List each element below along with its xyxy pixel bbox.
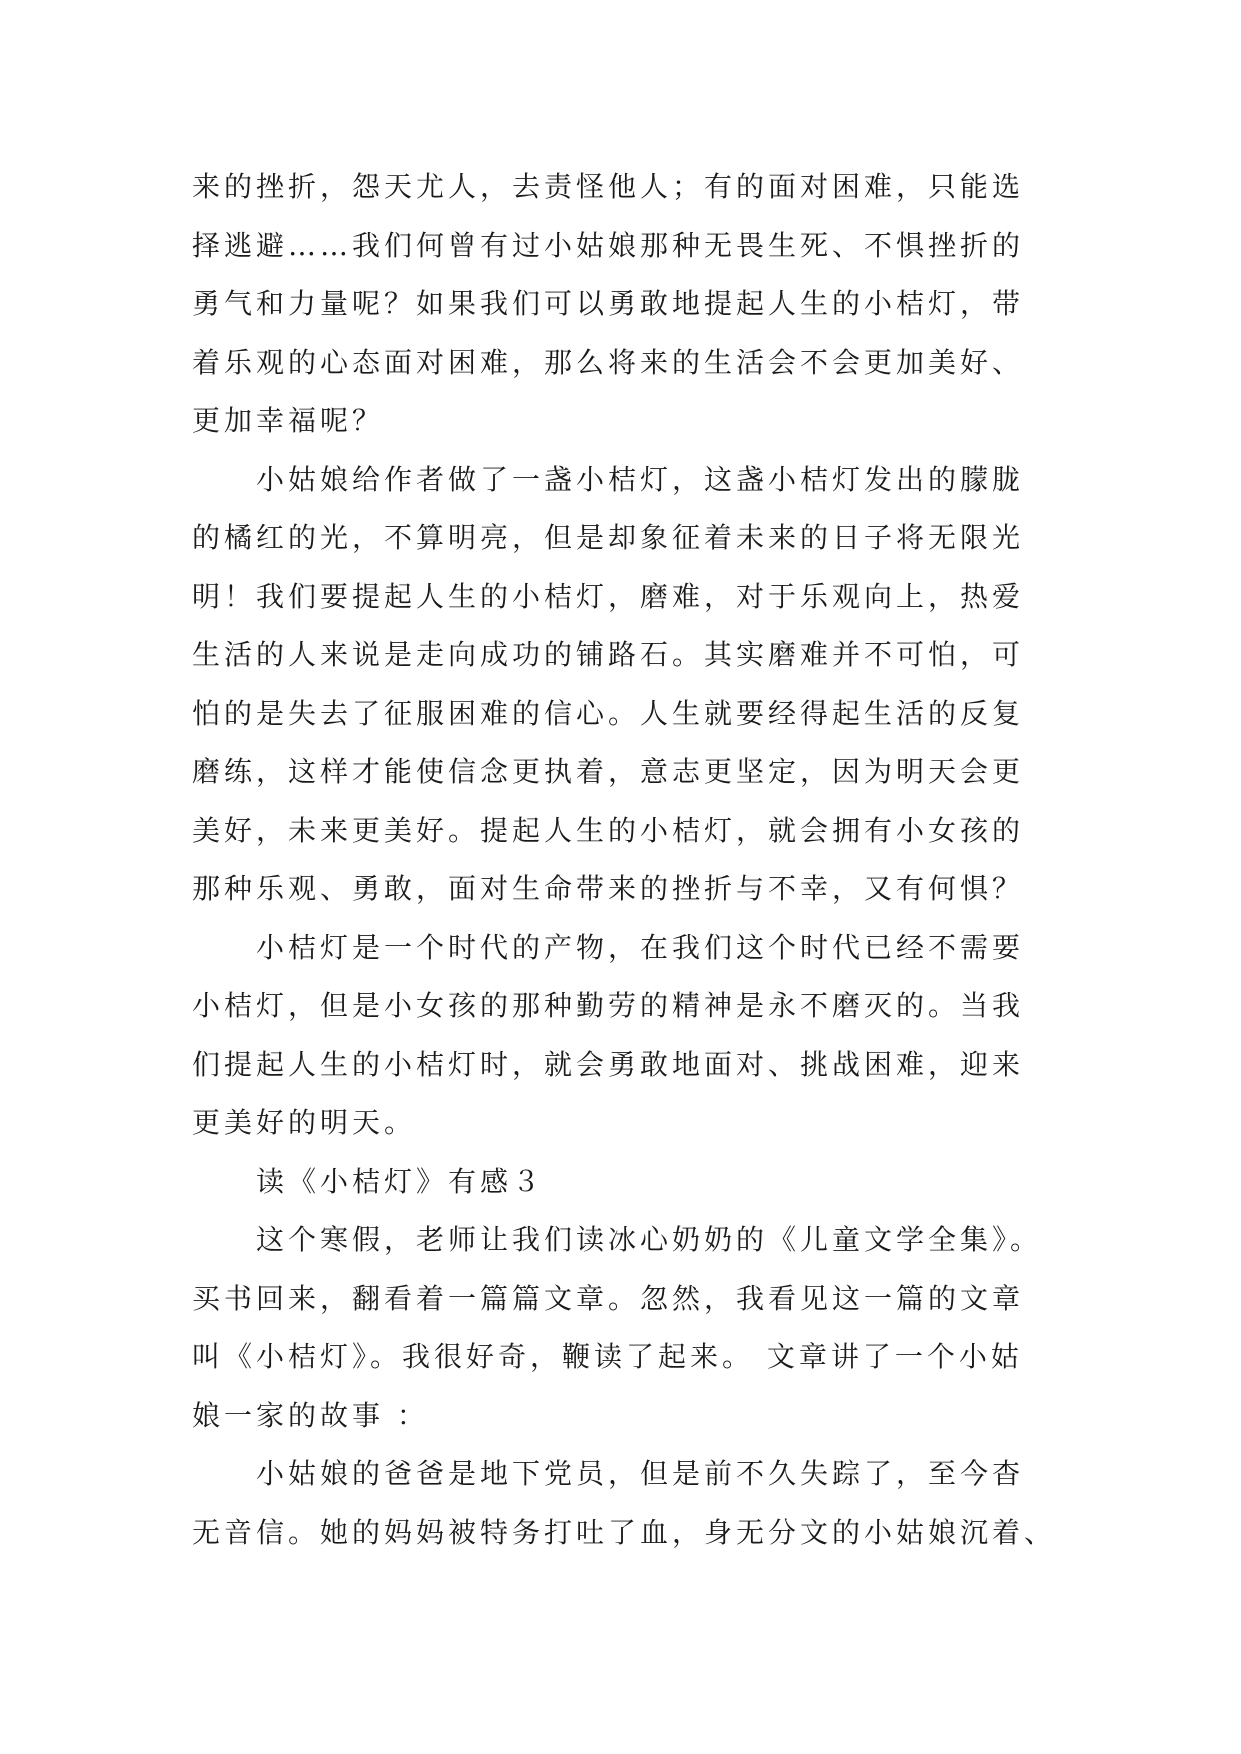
document-body	[192, 158, 1072, 1562]
text-line: 小桔灯，但是小女孩的那种勤劳的精神是永不磨灭的。当我	[192, 989, 1025, 1022]
text-line: 来的挫折，怨天尤人，去责怪他人；有的面对困难，只能选	[192, 170, 1025, 203]
text-line: 着乐观的心态面对困难，那么将来的生活会不会更加美好、	[192, 345, 1025, 379]
text-line: 美好，未来更美好。提起人生的小桔灯，就会拥有小女孩的	[192, 813, 1025, 847]
text-line: 更加幸福呢？	[192, 404, 385, 437]
text-line: 们提起人生的小桔灯时，就会勇敢地面对、挑战困难，迎来	[192, 1047, 1025, 1081]
text-line: 磨练，这样才能使信念更执着，意志更坚定，因为明天会更	[192, 755, 1025, 788]
text-line: 小桔灯是一个时代的产物，在我们这个时代已经不需要	[256, 930, 1025, 964]
text-line: 叫《小桔灯》。我很好奇，鞭读了起来。 文章讲了一个小姑	[192, 1340, 1023, 1373]
text-line: 明！我们要提起人生的小桔灯，磨难，对于乐观向上，热爱	[192, 579, 1025, 613]
text-line: 小姑娘给作者做了一盏小桔灯，这盏小桔灯发出的朦胧	[256, 462, 1025, 496]
text-line: 的橘红的光，不算明亮，但是却象征着未来的日子将无限光	[192, 521, 1025, 554]
text-line: 那种乐观、勇敢，面对生命带来的挫折与不幸，又有何惧？	[192, 872, 1025, 905]
text-line: 读《小桔灯》有感３	[256, 1164, 545, 1198]
text-line: 这个寒假，老师让我们读冰心奶奶的《儿童文学全集》。	[256, 1223, 1043, 1256]
text-line: 娘一家的故事 ：	[192, 1398, 429, 1432]
text-line: 无音信。她的妈妈被特务打吐了血，身无分文的小姑娘沉着、	[192, 1515, 1057, 1549]
text-line: 更美好的明天。	[192, 1106, 417, 1139]
text-line: 生活的人来说是走向成功的铺路石。其实磨难并不可怕，可	[192, 638, 1025, 671]
text-line: 怕的是失去了征服困难的信心。人生就要经得起生活的反复	[192, 696, 1025, 730]
text-line: 小姑娘的爸爸是地下党员，但是前不久失踪了，至今杳	[256, 1457, 1025, 1490]
text-line: 勇气和力量呢？如果我们可以勇敢地提起人生的小桔灯，带	[192, 287, 1025, 320]
text-line: 择逃避……我们何曾有过小姑娘那种无畏生死、不惧挫折的	[192, 228, 1025, 262]
text-line: 买书回来，翻看着一篇篇文章。忽然，我看见这一篇的文章	[192, 1281, 1025, 1315]
